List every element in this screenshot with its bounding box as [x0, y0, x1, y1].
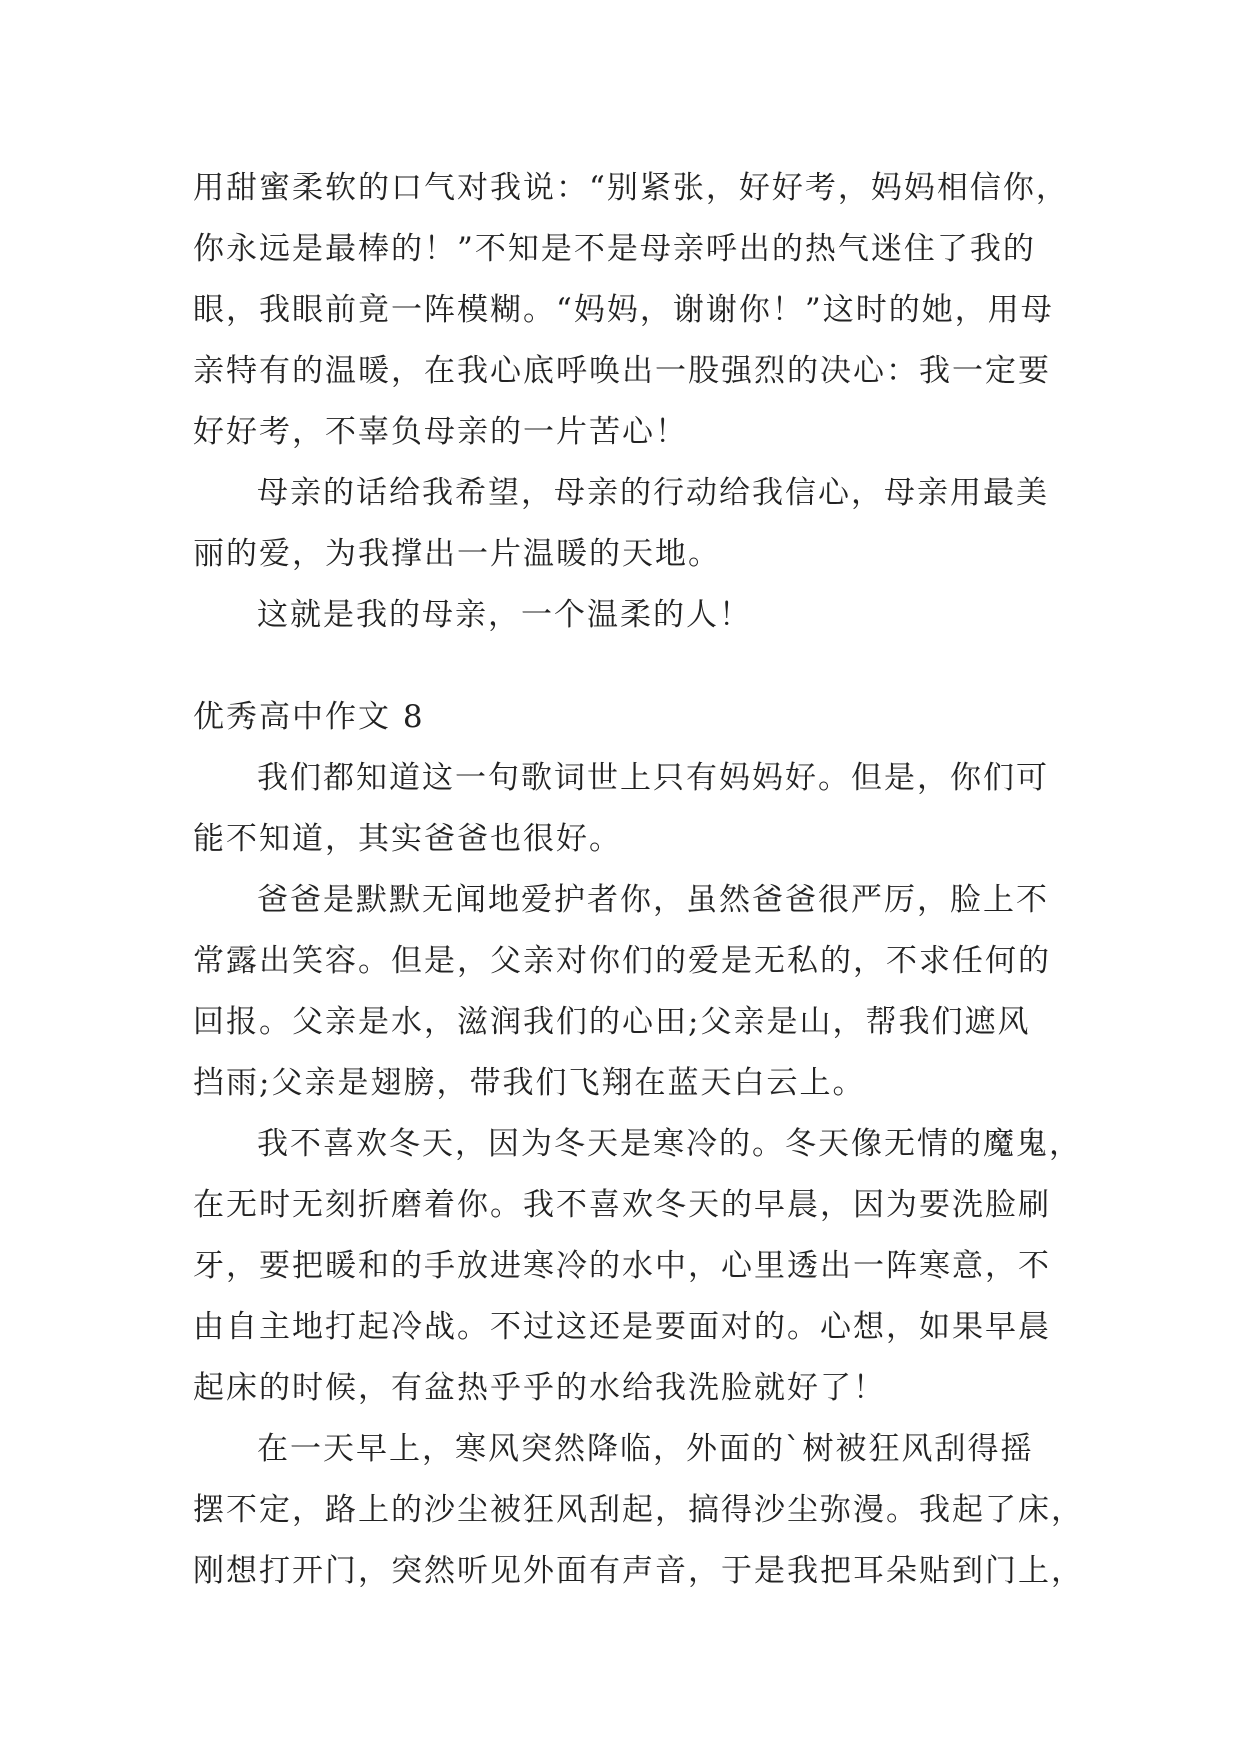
paragraph-line: 在无时无刻折磨着你。我不喜欢冬天的早晨，因为要洗脸刷 — [193, 1187, 1051, 1223]
paragraph-line: 刚想打开门，突然听见外面有声音，于是我把耳朵贴到门上， — [193, 1553, 1084, 1589]
paragraph-line: 亲特有的温暖，在我心底呼唤出一股强烈的决心：我一定要 — [193, 353, 1051, 389]
paragraph-line: 丽的爱，为我撑出一片温暖的天地。 — [193, 536, 721, 572]
paragraph-line: 回报。父亲是水，滋润我们的心田;父亲是山，帮我们遮风 — [193, 1004, 1031, 1040]
paragraph-line: 你永远是最棒的！”不知是不是母亲呼出的热气迷住了我的 — [193, 231, 1036, 267]
paragraph-line: 能不知道，其实爸爸也很好。 — [193, 821, 622, 857]
section-heading: 优秀高中作文 8 — [193, 699, 425, 735]
paragraph-line: 挡雨;父亲是翅膀，带我们飞翔在蓝天白云上。 — [193, 1065, 866, 1101]
paragraph-line: 牙，要把暖和的手放进寒冷的水中，心里透出一阵寒意，不 — [193, 1248, 1051, 1284]
paragraph-line: 在一天早上，寒风突然降临，外面的`树被狂风刮得摇 — [257, 1431, 1034, 1467]
paragraph-line: 摆不定，路上的沙尘被狂风刮起，搞得沙尘弥漫。我起了床， — [193, 1492, 1084, 1528]
paragraph-line: 由自主地打起冷战。不过这还是要面对的。心想，如果早晨 — [193, 1309, 1051, 1345]
paragraph-line: 爸爸是默默无闻地爱护者你，虽然爸爸很严厉，脸上不 — [257, 882, 1049, 918]
paragraph-line: 我们都知道这一句歌词世上只有妈妈好。但是，你们可 — [257, 760, 1049, 796]
paragraph-line: 母亲的话给我希望，母亲的行动给我信心，母亲用最美 — [257, 475, 1049, 511]
paragraph-line: 这就是我的母亲，一个温柔的人！ — [257, 597, 752, 633]
paragraph-line: 我不喜欢冬天，因为冬天是寒冷的。冬天像无情的魔鬼， — [257, 1126, 1082, 1162]
paragraph-line: 用甜蜜柔软的口气对我说：“别紧张，好好考，妈妈相信你， — [193, 170, 1069, 206]
paragraph-line: 常露出笑容。但是，父亲对你们的爱是无私的，不求任何的 — [193, 943, 1051, 979]
paragraph-line: 好好考，不辜负母亲的一片苦心！ — [193, 414, 688, 450]
paragraph-line: 起床的时候，有盆热乎乎的水给我洗脸就好了！ — [193, 1370, 886, 1406]
paragraph-line: 眼，我眼前竟一阵模糊。“妈妈，谢谢你！”这时的她，用母 — [193, 292, 1054, 328]
